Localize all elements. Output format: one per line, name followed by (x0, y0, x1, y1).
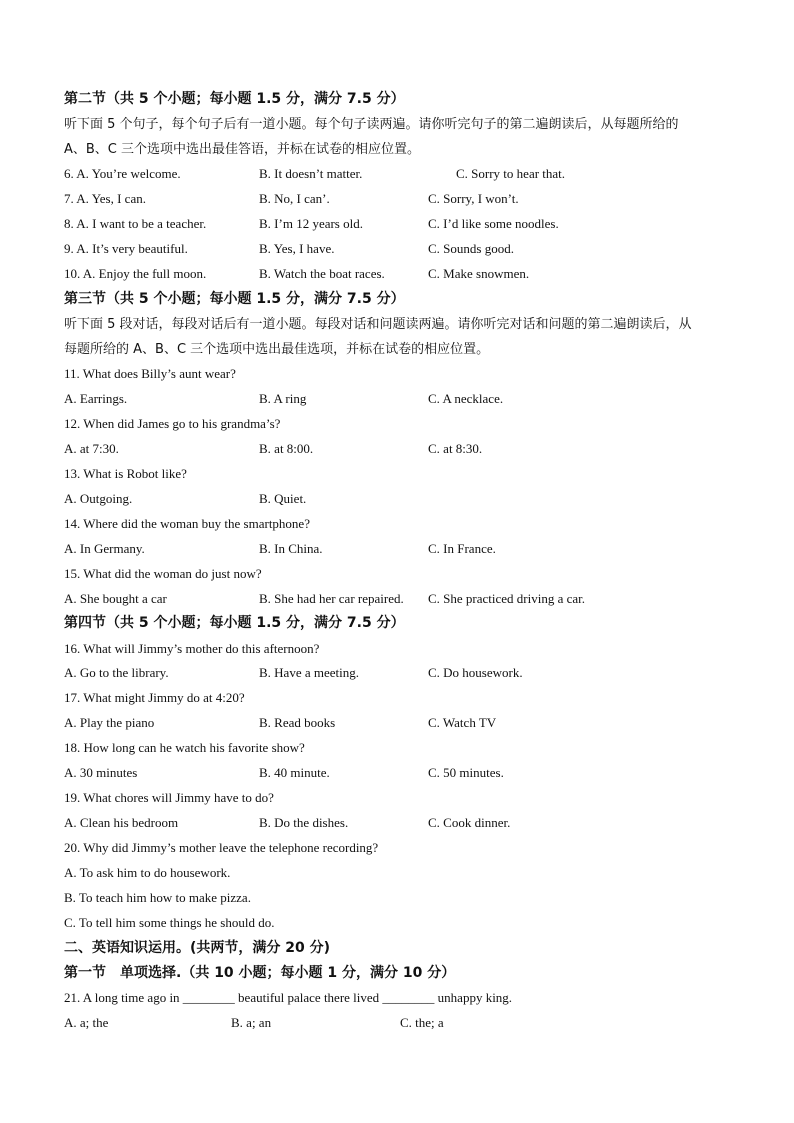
q14-question: 14. Where did the woman buy the smartphone? (64, 516, 310, 531)
section-3-instruction-1: 听下面 5 段对话，每段对话后有一道小题。每段对话和问题读两遍。请你听完对话和问题的第二遍朗读后，从 (64, 317, 692, 332)
q10-option-b: B. Watch the boat races. (259, 266, 385, 281)
q15-question: 15. What did the woman do just now? (64, 566, 262, 581)
q20-question: 20. Why did Jimmy’s mother leave the telephone recording? (64, 840, 379, 855)
q6-option-b: B. It doesn’t matter. (259, 166, 363, 181)
q9-option-c: C. Sounds good. (428, 241, 514, 256)
q19-option-a: A. Clean his bedroom (64, 815, 179, 830)
q15-option-b: B. She had her car repaired. (259, 591, 404, 606)
part-2-heading: 二、英语知识运用。(共两节，满分 20 分) (64, 940, 331, 956)
q11-option-c: C. A necklace. (428, 391, 504, 406)
q21-question: 21. A long time ago in ________ beautiful palace there lived ________ unhappy king. (64, 990, 513, 1005)
q20-option-a: A. To ask him to do housework. (64, 865, 231, 880)
section-4-heading: 第四节（共 5 个小题；每小题 1.5 分，满分 7.5 分） (64, 615, 405, 631)
q18-option-c: C. 50 minutes. (428, 765, 504, 780)
q13-question: 13. What is Robot like? (64, 466, 187, 481)
q11-option-a: A. Earrings. (64, 391, 128, 406)
q14-option-c: C. In France. (428, 541, 496, 556)
part-2-subheading: 第一节 单项选择.（共 10 小题；每小题 1 分，满分 10 分） (64, 965, 456, 981)
q7-option-c: C. Sorry, I won’t. (428, 191, 519, 206)
q17-option-b: B. Read books (259, 715, 336, 730)
q8-option-b: B. I’m 12 years old. (259, 216, 363, 231)
q18-option-a: A. 30 minutes (64, 765, 138, 780)
q14-option-a: A. In Germany. (64, 541, 145, 556)
q18-question: 18. How long can he watch his favorite show? (64, 740, 305, 755)
section-2-instruction-1: 听下面 5 个句子，每个句子后有一道小题。每个句子读两遍。请你听完句子的第二遍朗读后，从每题所给的 (64, 117, 679, 132)
q21-option-c: C. the; a (400, 1015, 444, 1030)
q12-question: 12. When did James go to his grandma’s? (64, 416, 281, 431)
q9-option-b: B. Yes, I have. (259, 241, 335, 256)
q15-option-c: C. She practiced driving a car. (428, 591, 586, 606)
q21-option-a: A. a; the (64, 1015, 109, 1030)
q6-option-a: 6. A. You’re welcome. (64, 166, 181, 181)
q19-option-c: C. Cook dinner. (428, 815, 511, 830)
section-3-heading: 第三节（共 5 个小题；每小题 1.5 分，满分 7.5 分） (64, 291, 405, 307)
q12-option-a: A. at 7:30. (64, 441, 119, 456)
q10-option-a: 10. A. Enjoy the full moon. (64, 266, 207, 281)
q10-option-c: C. Make snowmen. (428, 266, 530, 281)
q12-option-b: B. at 8:00. (259, 441, 314, 456)
q11-question: 11. What does Billy’s aunt wear? (64, 366, 236, 381)
q17-option-a: A. Play the piano (64, 715, 155, 730)
q16-option-a: A. Go to the library. (64, 665, 169, 680)
q16-question: 16. What will Jimmy’s mother do this afternoon? (64, 641, 320, 656)
q17-question: 17. What might Jimmy do at 4:20? (64, 690, 245, 705)
q21-option-b: B. a; an (231, 1015, 272, 1030)
q7-option-a: 7. A. Yes, I can. (64, 191, 146, 206)
q9-option-a: 9. A. It’s very beautiful. (64, 241, 188, 256)
q20-option-b: B. To teach him how to make pizza. (64, 890, 251, 905)
q18-option-b: B. 40 minute. (259, 765, 330, 780)
q16-option-b: B. Have a meeting. (259, 665, 359, 680)
q15-option-a: A. She bought a car (64, 591, 167, 606)
q17-option-c: C. Watch TV (428, 715, 497, 730)
section-2-heading: 第二节（共 5 个小题；每小题 1.5 分，满分 7.5 分） (64, 91, 405, 107)
q7-option-b: B. No, I can’. (259, 191, 330, 206)
section-3-instruction-2: 每题所给的 A、B、C 三个选项中选出最佳选项，并标在试卷的相应位置。 (64, 342, 490, 357)
q16-option-c: C. Do housework. (428, 665, 523, 680)
q11-option-b: B. A ring (259, 391, 307, 406)
q20-option-c: C. To tell him some things he should do. (64, 915, 275, 930)
q6-option-c: C. Sorry to hear that. (456, 166, 566, 181)
section-2-instruction-2: A、B、C 三个选项中选出最佳答语，并标在试卷的相应位置。 (64, 142, 421, 157)
q12-option-c: C. at 8:30. (428, 441, 483, 456)
q19-option-b: B. Do the dishes. (259, 815, 349, 830)
q8-option-c: C. I’d like some noodles. (428, 216, 559, 231)
q13-option-b: B. Quiet. (259, 491, 307, 506)
q19-question: 19. What chores will Jimmy have to do? (64, 790, 274, 805)
q14-option-b: B. In China. (259, 541, 323, 556)
q13-option-a: A. Outgoing. (64, 491, 133, 506)
q8-option-a: 8. A. I want to be a teacher. (64, 216, 207, 231)
